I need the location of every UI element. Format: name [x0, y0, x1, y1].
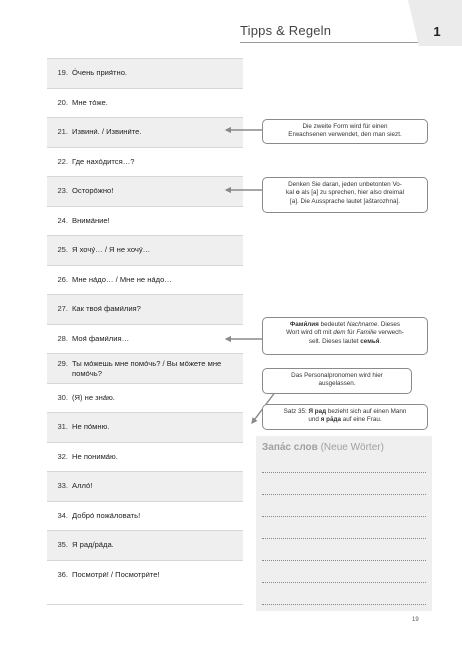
phrase-text: Ты мо́жешь мне помо́чь? / Вы мо́жете мне помо́чь?: [72, 359, 222, 378]
phrase-row: [47, 206, 243, 236]
vocabulary-line[interactable]: [262, 494, 426, 495]
phrase-number: 36.: [57, 569, 68, 579]
chapter-number: 1: [433, 24, 441, 39]
note-pronunciation: Denken Sie daran, jeden unbetonten Vo- kal o als [a] zu sprechen, hier also dreimal [a]. Die Aussprache lautet [aštarozhna].: [262, 177, 428, 213]
phrase-number: 21.: [57, 127, 68, 136]
phrase-list: [47, 58, 243, 589]
phrase-row: [47, 324, 243, 354]
vocabulary-line[interactable]: [262, 472, 426, 473]
phrase-row: [47, 176, 243, 206]
phrase-number: 30.: [57, 392, 68, 402]
phrase-number: 26.: [57, 274, 68, 284]
phrase-text: Не понима́ю.: [72, 451, 118, 461]
phrase-row: [47, 560, 243, 590]
note-formal-address: Die zweite Form wird für einen Erwachsenen verwendet, den man siezt.: [262, 119, 428, 144]
phrase-row: [47, 147, 243, 177]
phrase-text: Осторо́жно!: [72, 186, 114, 195]
phrase-number: 34.: [57, 510, 68, 520]
note-sentence-35: Satz 35: Я рад bezieht sich auf einen Mann und я ра́да auf eine Frau.: [262, 404, 428, 430]
phrase-row: [47, 294, 243, 324]
phrase-number: 28.: [57, 333, 68, 343]
phrase-text: Мне на́до… / Мне не на́до…: [72, 274, 172, 284]
phrase-number: 32.: [57, 451, 68, 461]
phrase-number: 31.: [57, 422, 68, 431]
phrase-number: 23.: [57, 186, 68, 195]
phrase-text: Я хочу́… / Я не хочу́…: [72, 245, 151, 254]
phrase-text: Не по́мню.: [72, 422, 110, 431]
vocabulary-line[interactable]: [262, 604, 426, 605]
phrase-number: 35.: [57, 540, 68, 549]
phrase-text: Я рад/ра́да.: [72, 540, 114, 549]
vocabulary-line[interactable]: [262, 538, 426, 539]
phrase-row: [47, 265, 243, 295]
phrase-row: [47, 88, 243, 118]
vocabulary-title: Запа́с слов (Neue Wörter): [262, 442, 384, 453]
phrase-number: 25.: [57, 245, 68, 254]
phrase-text: Внима́ние!: [72, 215, 110, 225]
phrase-text: Мне то́же.: [72, 97, 108, 107]
phrase-row: [47, 442, 243, 472]
header-rule: [240, 42, 420, 43]
vocabulary-line[interactable]: [262, 560, 426, 561]
phrase-number: 22.: [57, 156, 68, 166]
phrase-row: [47, 383, 243, 413]
note-familiya: Фами́лия bedeutet Nachname. Dieses Wort wird oft mit dem für Familie verwech- selt. Dieses lautet семья́.: [262, 317, 428, 355]
phrase-number: 24.: [57, 215, 68, 225]
phrase-text: Алло́!: [72, 481, 93, 490]
note-personal-pronoun: Das Personalpronomen wird hier ausgelassen.: [262, 368, 412, 394]
phrase-row: [47, 501, 243, 531]
phrase-row: [47, 235, 243, 265]
section-title: Tipps & Regeln: [240, 23, 332, 38]
vocabulary-box: [256, 436, 432, 611]
phrase-text: Извини́. / Извини́те.: [72, 127, 142, 136]
vocabulary-line[interactable]: [262, 516, 426, 517]
phrase-number: 19.: [57, 68, 68, 77]
page-number: 19: [412, 617, 419, 623]
list-bottom-rule: [47, 604, 243, 605]
phrase-text: Где нахо́дится…?: [72, 156, 135, 166]
phrase-text: Посмотри́! / Посмотри́те!: [72, 569, 160, 579]
phrase-row: [47, 353, 243, 383]
vocabulary-line[interactable]: [262, 582, 426, 583]
phrase-number: 29.: [57, 359, 68, 368]
phrase-text: Добро́ пожа́ловать!: [72, 510, 141, 520]
phrase-row: [47, 117, 243, 147]
phrase-row: [47, 530, 243, 560]
chapter-tab: [408, 0, 462, 46]
phrase-text: Моя́ фами́лия…: [72, 333, 130, 343]
phrase-number: 33.: [57, 481, 68, 490]
phrase-text: Как твоя́ фами́лия?: [72, 304, 141, 313]
phrase-number: 27.: [57, 304, 68, 313]
phrase-row: [47, 471, 243, 501]
phrase-number: 20.: [57, 97, 68, 107]
phrase-row: [47, 58, 243, 88]
phrase-row: [47, 412, 243, 442]
phrase-text: Óчень прия́тно.: [72, 68, 128, 77]
phrase-text: (Я) не зна́ю.: [72, 392, 115, 402]
